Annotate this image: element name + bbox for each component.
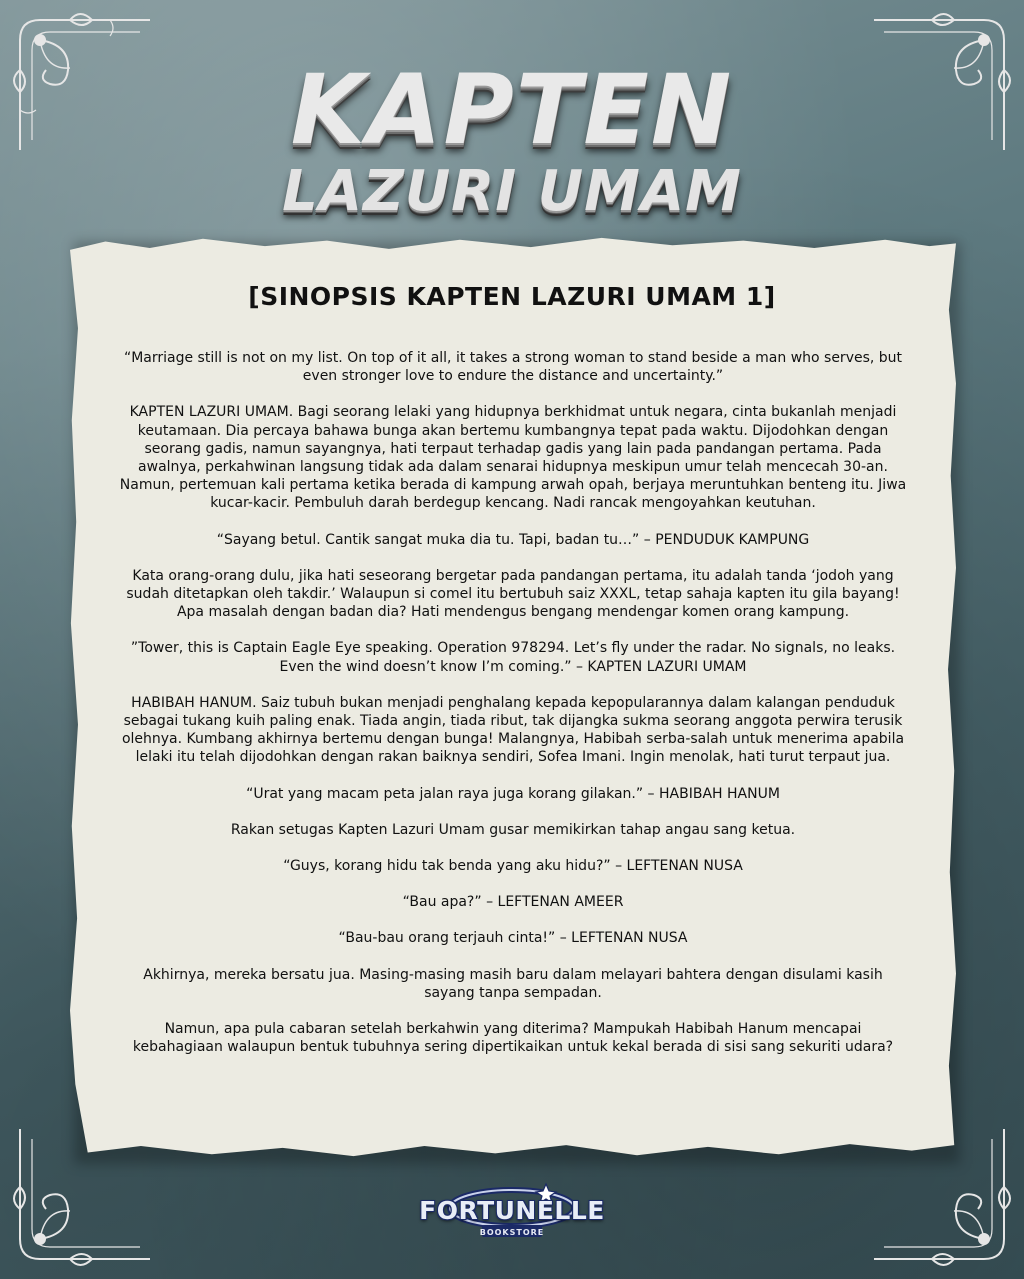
synopsis-paragraph: HABIBAH HANUM. Saiz tubuh bukan menjadi penghalang kepada kepopularannya dalam kalangan penduduk sebagai tukang kuih paling enak. Tiada angin, tiada ribut, tak dijangka sukma seorang anggota perwira terusik olehnya. Kumbang akhirnya bertemu dengan bunga! Malangnya, Habibah serba-salah untuk menerima apabila lelaki itu telah dijodohkan dengan rakan baiknya sendiri, Sofea Imani. Ingin menolak, hati turut terpaut jua. [121, 694, 905, 766]
synopsis-paragraph: “Bau apa?” – LEFTENAN AMEER [402, 894, 624, 911]
synopsis-paragraph: KAPTEN LAZURI UMAM. Bagi seorang lelaki yang hidupnya berkhidmat untuk negara, cinta bukanlah menjadi keutamaan. Dia percaya bahawa bunga akan bertemu kumbangnya tepat pada waktu. Dijodohkan dengan seorang gadis, namun sayangnya, hati terpaut terhadap gadis yang lain pada pandangan pertama. Pada awalnya, perkahwinan langsung tidak ada dalam senarai hidupnya meskipun umur telah mencecah 30-an. Namun, pertemuan kali pertama ketika berada di kampung arwah opah, berjaya meruntuhkan benteng itu. Jiwa kucar-kacir. Pembuluh darah berdegup kencang. Nadi rancak mengoyahkan keutuhan. [119, 404, 907, 512]
synopsis-paragraph: Kata orang-orang dulu, jika hati seseorang bergetar pada pandangan pertama, itu adalah tanda ‘jodoh yang sudah ditetapkan oleh takdir.’ Walaupun si comel itu bertubuh saiz XXXL, tetap sahaja kapten itu gila bayang! Apa masalah dengan badan dia? Hati mendengus bengang mendengar komen orang kampung. [126, 567, 900, 621]
synopsis-paragraph: “Marriage still is not on my list. On top of it all, it takes a strong woman to stand beside a man who serves, but even stronger love to endure the distance and uncertainty.” [123, 350, 903, 385]
synopsis-paragraph: “Sayang betul. Cantik sangat muka dia tu. Tapi, badan tu…” – PENDUDUK KAMPUNG [216, 531, 810, 548]
publisher-logo-mark [412, 1178, 612, 1254]
synopsis-paragraph: ”Tower, this is Captain Eagle Eye speaking. Operation 978294. Let’s fly under the radar. No signals, no leaks. Even the wind doesn’t know I’m coming.” – KAPTEN LAZURI UMAM [130, 640, 896, 675]
synopsis-paragraph: “Guys, korang hidu tak benda yang aku hidu?” – LEFTENAN NUSA [283, 858, 743, 875]
synopsis-paragraph: “Bau-bau orang terjauh cinta!” – LEFTENAN NUSA [338, 930, 688, 947]
synopsis-paragraph: Rakan setugas Kapten Lazuri Umam gusar memikirkan tahap angau sang ketua. [230, 821, 796, 838]
book-title-sub: LAZURI UMAM [282, 159, 742, 224]
synopsis-paragraph: “Urat yang macam peta jalan raya juga korang gilakan.” – HABIBAH HANUM [246, 785, 780, 802]
publisher-subtitle: BOOKSTORE [479, 1228, 545, 1237]
synopsis-heading: [SINOPSIS KAPTEN LAZURI UMAM 1] [248, 282, 776, 311]
book-title [0, 54, 1024, 224]
synopsis-paragraph: Namun, apa pula cabaran setelah berkahwin yang diterima? Mampukah Habibah Hanum mencapai kebahagiaan walaupun bentuk tubuhnya sering dipertikaikan untuk kekal berada di sisi sang sekuriti udara? [132, 1021, 894, 1056]
publisher-logo [0, 1178, 1024, 1258]
synopsis-paragraph: Akhirnya, mereka bersatu jua. Masing-masing masih baru dalam melayari bahtera dengan disulami kasih sayang tanpa sempadan. [143, 966, 883, 1001]
synopsis-body [118, 349, 908, 1074]
book-title-main: KAPTEN [290, 54, 734, 166]
publisher-name: FORTUNELLE [419, 1196, 605, 1225]
